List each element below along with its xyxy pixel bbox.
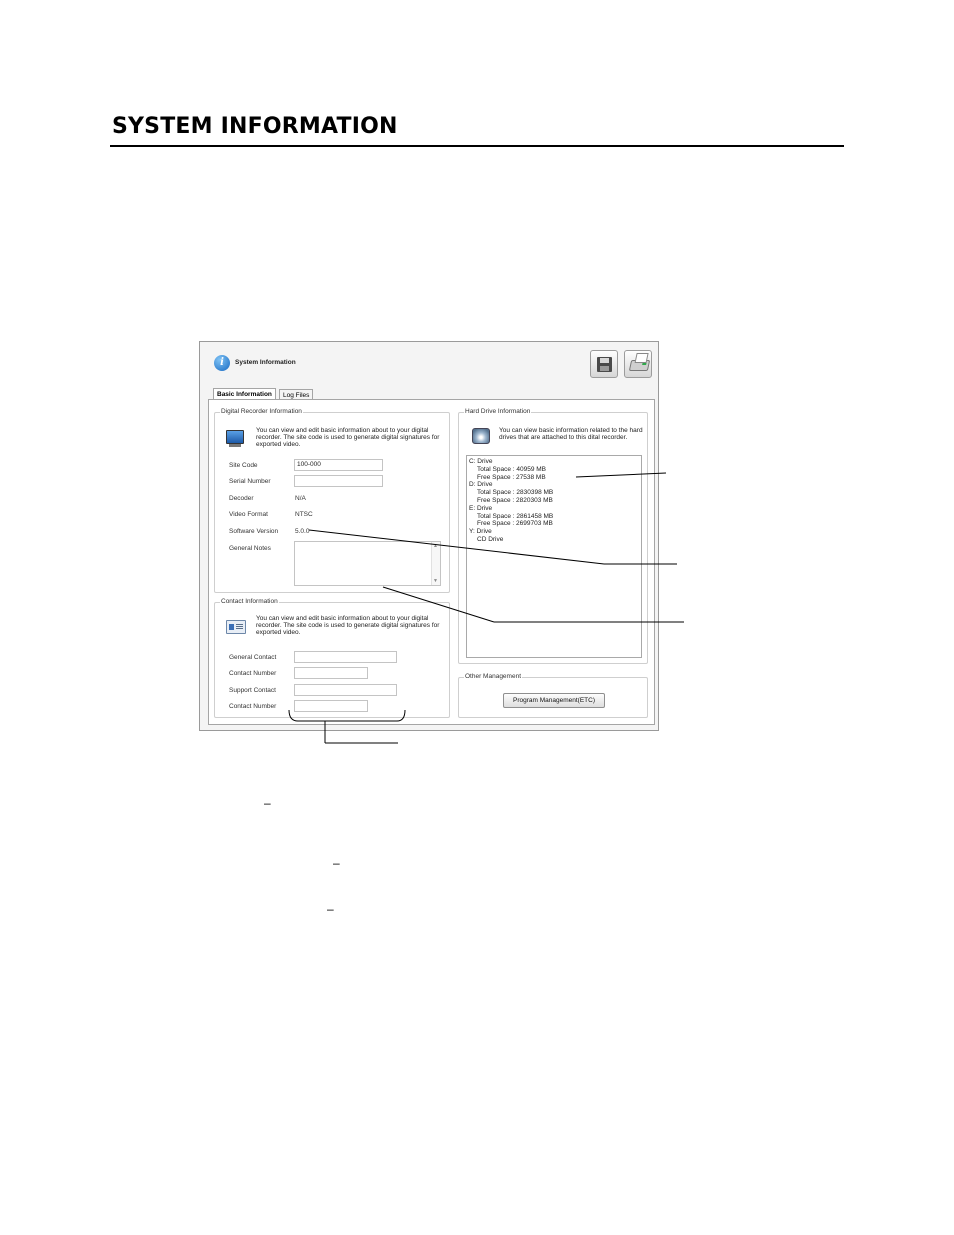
dash-mark: – xyxy=(327,902,334,916)
serial-number-label: Serial Number xyxy=(229,478,271,485)
contact-description: You can view and edit basic information about to your digital recorder. The site code is used to generate digital signatures for exported video. xyxy=(256,615,440,636)
decoder-value: N/A xyxy=(295,495,306,502)
drive-name: Y: Drive xyxy=(469,528,492,536)
drive-free: Free Space : 2820303 MB xyxy=(477,496,553,504)
tab-log-files[interactable]: Log Files xyxy=(279,389,313,400)
tab-basic-information[interactable]: Basic Information xyxy=(213,388,276,400)
hard-drive-description: You can view basic information related to the hard drives that are attached to this dital recorder. xyxy=(499,427,643,441)
dash-mark: – xyxy=(333,856,340,870)
callout-line-software-version xyxy=(309,530,604,564)
support-contact-label: Support Contact xyxy=(229,687,276,694)
scroll-down-icon[interactable]: ▼ xyxy=(433,578,438,584)
callout-bracket-contact xyxy=(289,710,405,721)
video-format-label: Video Format xyxy=(229,511,268,518)
hard-drive-group-label: Hard Drive Information xyxy=(465,408,531,415)
program-management-button[interactable]: Program Management(ETC) xyxy=(503,693,605,708)
drive-type: CD Drive xyxy=(477,535,504,543)
other-management-group-label: Other Management xyxy=(465,673,522,680)
support-number-label: Contact Number xyxy=(229,703,277,710)
window-title: System Information xyxy=(235,359,296,366)
video-format-value: NTSC xyxy=(295,511,313,518)
callout-line-general-notes xyxy=(383,587,494,622)
drive-name: E: Drive xyxy=(469,504,493,512)
decoder-label: Decoder xyxy=(229,495,254,502)
drive-free: Free Space : 2699703 MB xyxy=(477,520,553,528)
recorder-info-group-label: Digital Recorder Information xyxy=(221,408,302,415)
info-icon: i xyxy=(214,355,230,371)
drive-total: Total Space : 2830398 MB xyxy=(477,489,554,497)
drive-total: Total Space : 2861458 MB xyxy=(477,512,554,520)
contact-number-label: Contact Number xyxy=(229,670,277,677)
callout-line-hard-drive xyxy=(576,473,666,477)
drive-total: Total Space : 40959 MB xyxy=(477,465,547,473)
scroll-up-icon[interactable]: ▲ xyxy=(433,543,438,549)
drive-name: D: Drive xyxy=(469,481,493,489)
site-code-field[interactable]: 100-000 xyxy=(294,459,383,471)
general-contact-label: General Contact xyxy=(229,654,277,661)
software-version-value: 5.0.0 xyxy=(295,528,310,535)
recorder-description: You can view and edit basic information about to your digital recorder. The site code is used to generate digital signatures for exported video. xyxy=(256,427,440,448)
general-notes-label: General Notes xyxy=(229,545,271,552)
site-code-label: Site Code xyxy=(229,462,258,469)
dash-mark: – xyxy=(264,796,271,810)
software-version-label: Software Version xyxy=(229,528,279,535)
contact-info-group-label: Contact Information xyxy=(221,598,278,605)
page-title: SYSTEM INFORMATION xyxy=(112,114,398,139)
drive-name: C: Drive xyxy=(469,458,493,465)
drive-free: Free Space : 27538 MB xyxy=(477,473,546,481)
